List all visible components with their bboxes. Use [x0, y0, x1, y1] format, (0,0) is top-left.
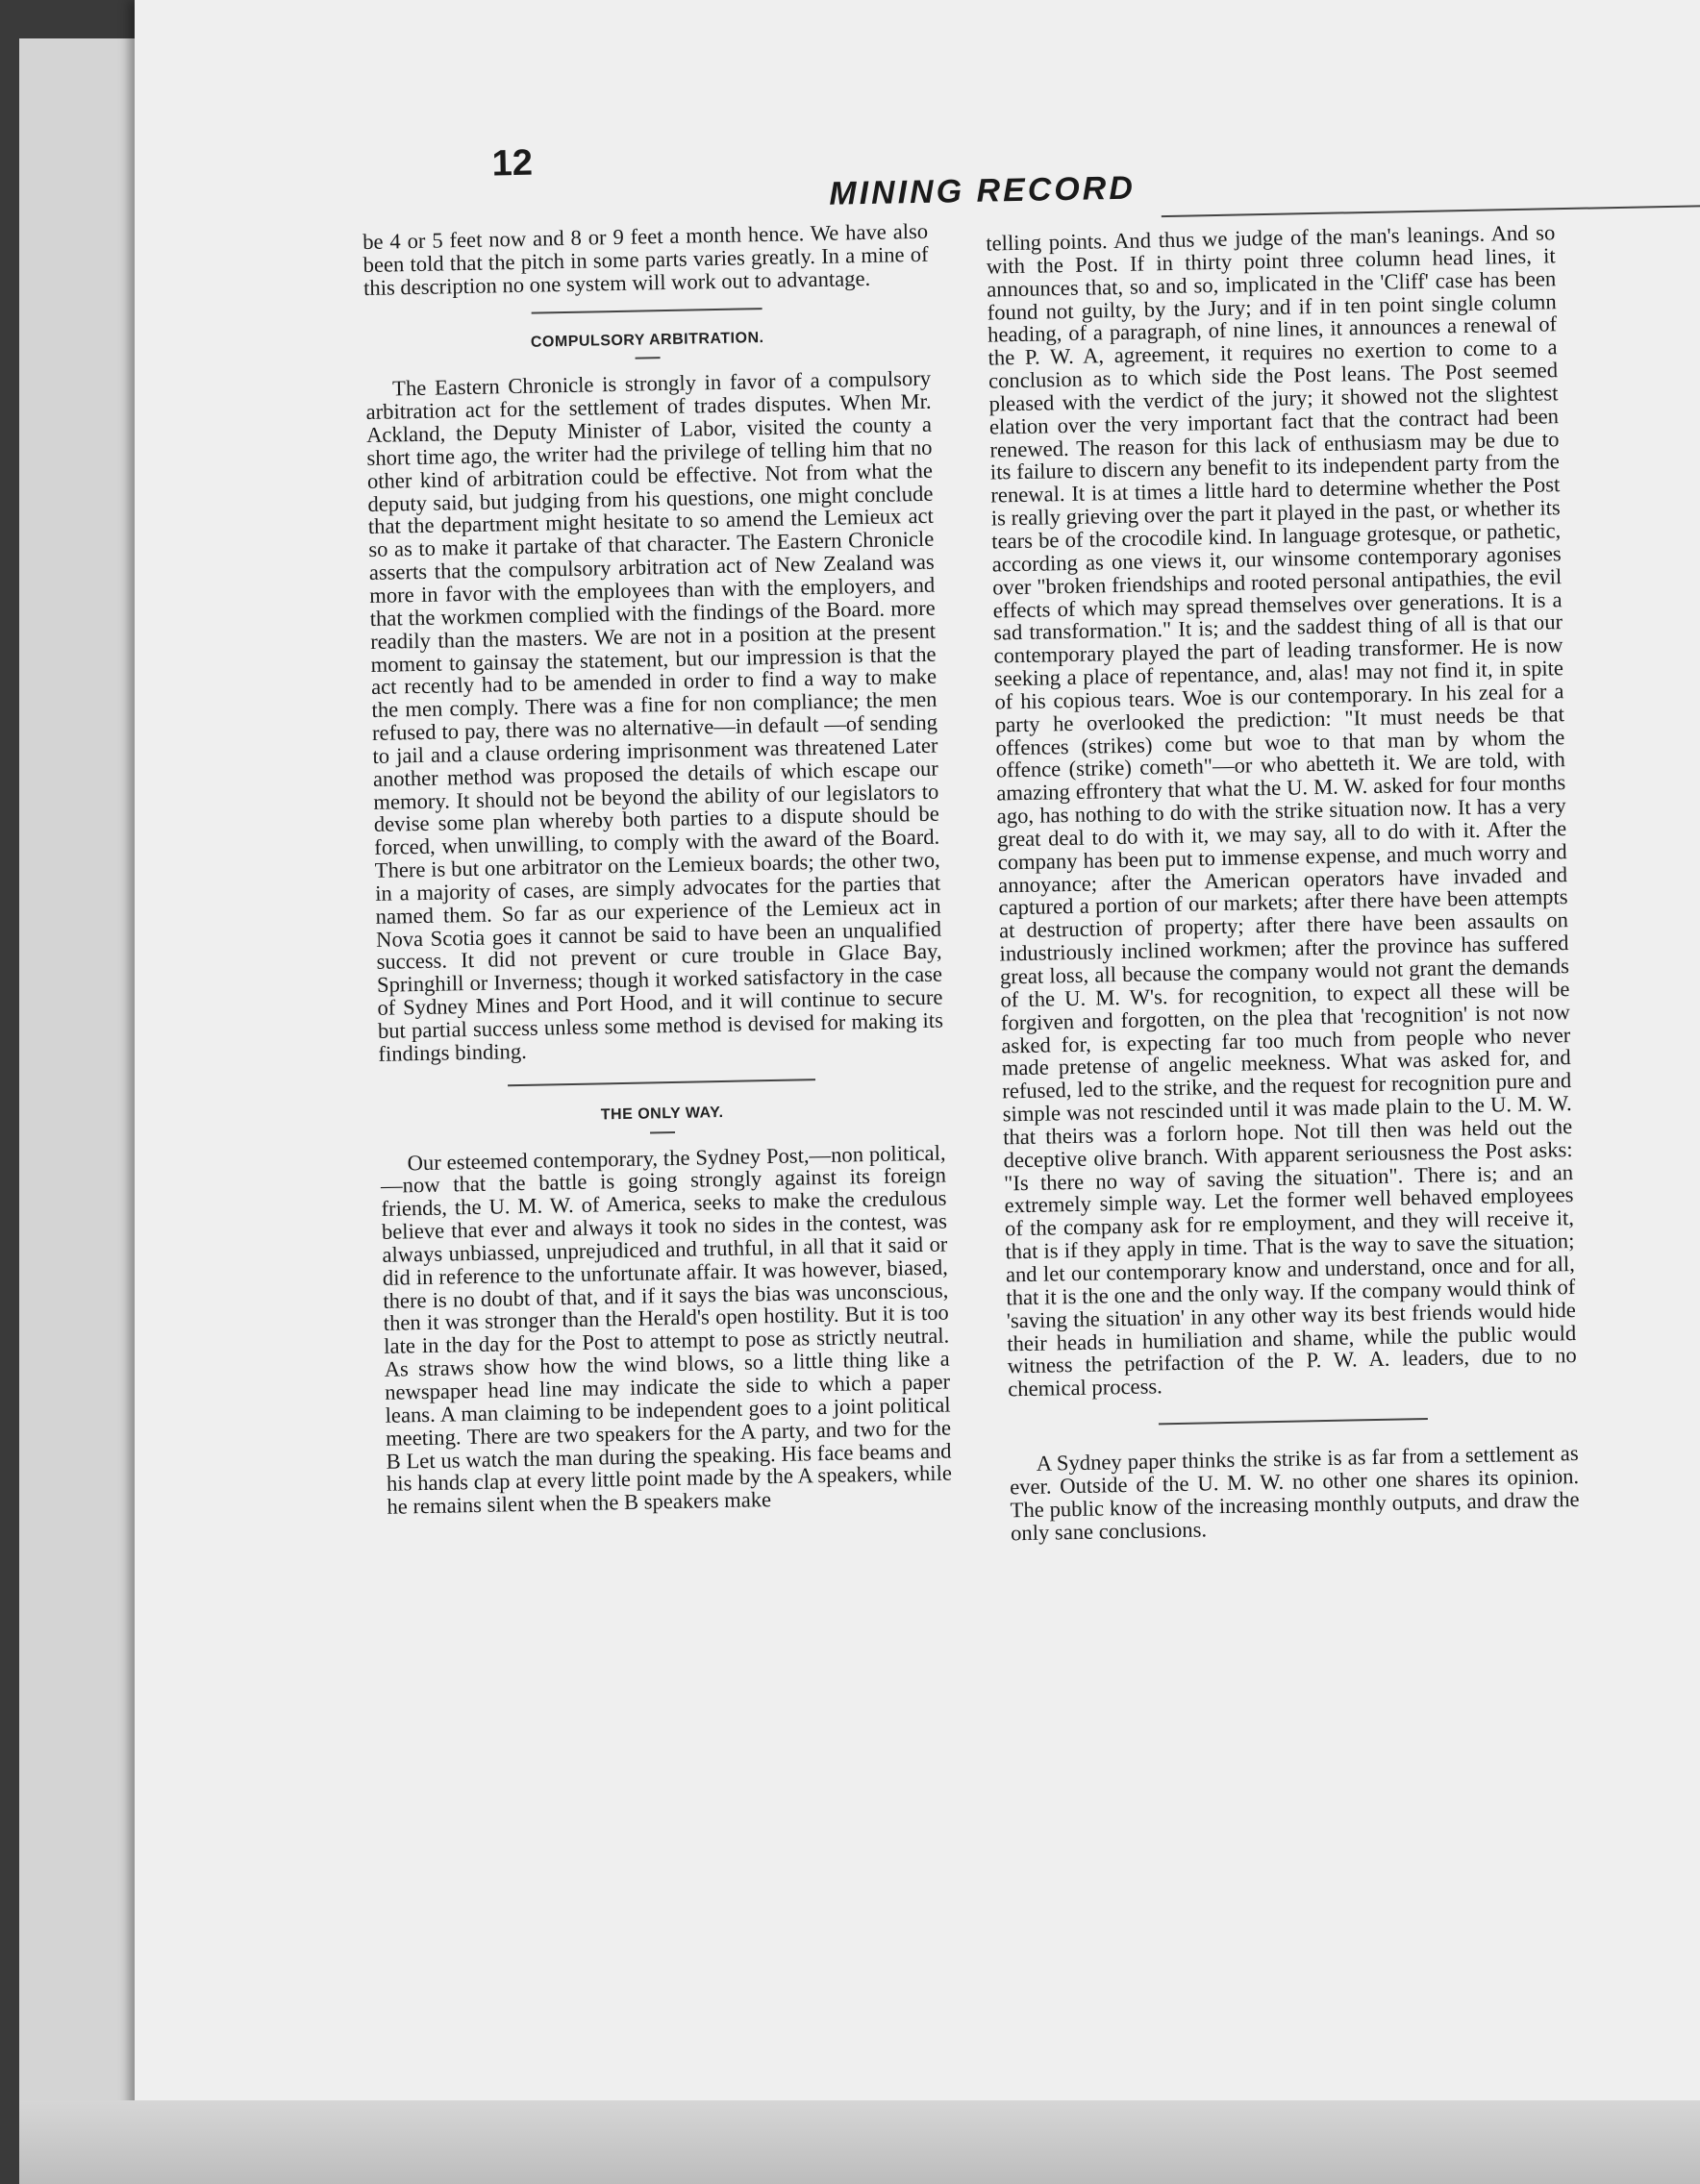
compulsory-arbitration-title: COMPULSORY ARBITRATION. — [530, 329, 764, 351]
section-divider — [508, 1079, 815, 1086]
only-way-body: Our esteemed contemporary, the Sydney Post,—non political,—now that the battle is going strongly against its foreign friends, the U. M. W. of America, seeks to make the credulous believe that ever and always it took no sides in the contest, was always unbiassed, unprejudiced and truthful, in all that it said or did in reference to the unfortunate affair. It was however, biased, there is no doubt of that, and if it says the bias was unconscious, then it was stronger than the Herald's open hostility. But it is too late in the day for the Post to attempt to pose as strictly neutral. As straws show how the wind blows, so a little thing like a newspaper head line may indicate the side to which a paper leans. A man claiming to be independent goes to a joint political meeting. There are two speakers for the A party, and two for the B Let us watch the man during the speaking. His face beams and his hands clap at every little point made by the A speakers, while he remains silent when the B speakers make — [380, 1140, 953, 1519]
section-divider — [1159, 1418, 1428, 1425]
only-way-continuation: telling points. And thus we judge of the man's leanings. And so with the Post. If in thirty point three column head lines, it announces that, so and so, implicated in the 'Cliff' case has been found not guilty, by the Jury; and if in ten point single column heading, of a paragraph, of nine lines, it announces a renewal of the P. W. A, agreement, it requires no exertion to come to a conclusion as to which side the Post leans. The Post seemed pleased with the verdict of the jury; it showed not the slightest elation over the very important fact that the contract had been renewed. The reason for this lack of enthusiasm may be due to its failure to discern any benefit to its independent party from the renewal. It is at times a little hard to determine whether the Post is really grieving over the part it played in the past, or whether its tears be of the crocodile kind. In language grotesque, or pathetic, according as one views it, our winsome contemporary agonises over "broken friendships and rooted personal antipathies, the evil effects of which may spread themselves over generations. It is a sad transformation." It is; and the saddest thing of all is that our contemporary played the part of leading transformer. He is now seeking a place of repentance, and, alas! may not find it, in spite of his copious tears. Woe is our contemporary. In his zeal for a party he overlooked the prediction: "It must needs be that offences (strikes) come but woe to that man by whom the offence (strike) cometh"—or who abetteth it. We are told, with amazing effrontery that what the U. M. W. asked for four months ago, has nothing to do with the strike situation now. It has a very great deal to do with it, we may say, all to do with it. After the company has been put to immense expense, and much worry and annoyance; after the American operators have invaded and captured a portion of our markets; after there have been attempts at destruction of property; after there have been assaults on industriously inclined workmen; after the province has suffered great loss, all because the company would not grant the demands of the U. M. W's. for recognition, to expect all these will be forgiven and forgotten, on the plea that 'recognition' is not now asked for, is expecting far too much from people who never made pretense of angelic meekness. What was asked for, and refused, led to the strike, and the request for recognition pure and simple was not rescinded until it was made plain to the U. M. W. that theirs was a forlorn hope. Not till then was held out the deceptive olive branch. With apparent seriousness the Post asks: "Is there no way of saving the situation". There is; and an extremely simple way. Let the former well behaved employees of the company ask for re employment, and they will receive it, that is if they apply in time. That is the way to save the situation; and let our contemporary know and understand, once and for all, that it is the one and the only way. If the company would think of 'saving the situation' in any other way its best friends would hide their heads in humiliation and shame, while the public would witness the petrifaction of the P. W. A. leaders, due to no chemical process. — [986, 220, 1577, 1402]
page-number: 12 — [491, 142, 534, 185]
page-content — [114, 0, 1700, 2172]
page-bottom-edge — [19, 2100, 1700, 2184]
intro-paragraph: be 4 or 5 feet now and 8 or 9 feet a month hence. We have also been told that the pitch in some parts varies greatly. In a mine of this description no one system will work out to advantage. — [362, 218, 929, 300]
compulsory-arbitration-body: The Eastern Chronicle is strongly in favor of a compulsory arbitration act for the settlement of trades disputes. When Mr. Ackland, the Deputy Minister of Labor, visited the county a short time ago, the writer had the privilege of telling him that no other kind of arbitration could be effective. Not from what the deputy said, but judging from his questions, one might conclude that the department might hesitate to so amend the Lemieux act so as to make it partake of that character. The Eastern Chronicle asserts that the compulsory arbitration act of New Zealand was more in favor with the employees than with the employers, and that the workmen complied with the findings of the Board. more readily than the masters. We are not in a position at the present moment to gainsay the statement, but our impression is that the act recently had to be amended in order to find a way to make the men comply. There was a fine for non compliance; the men refused to pay, there was no alternative—in default —of sending to jail and a clause ordering imprisonment was threatened Later another method was proposed the details of which escape our memory. It should not be beyond the ability of our legislators to devise some plan whereby both parties to a dispute should be forced, when unwilling, to comply with the award of the Board. There is but one arbitrator on the Lemieux boards; the other two, in a majority of cases, are simply advocates for the parties that named them. So far as our experience of the Lemieux act in Nova Scotia goes it cannot be said to have been an unqualified success. It did not prevent or cure trouble in Glace Bay, Springhill or Inverness; though it worked satisfactory in the case of Sydney Mines and Port Hood, and it will continue to secure but partial success unless some method is devised for making its findings binding. — [365, 366, 944, 1066]
title-underline — [650, 1131, 675, 1133]
sydney-paper-note: A Sydney paper thinks the strike is as far from a settlement as ever. Outside of the U. M. W. no other one shares its opinion. The public know of the increasing monthly outputs, and draw the only sane conclusions. — [1009, 1441, 1580, 1545]
magazine-page — [135, 0, 1700, 2153]
only-way-title: THE ONLY WAY. — [600, 1104, 724, 1124]
left-column — [362, 220, 953, 1519]
right-column — [986, 221, 1580, 1545]
section-divider — [532, 308, 762, 314]
header-rule — [1162, 205, 1700, 217]
title-underline — [636, 357, 661, 359]
publication-title: MINING RECORD — [828, 169, 1137, 212]
